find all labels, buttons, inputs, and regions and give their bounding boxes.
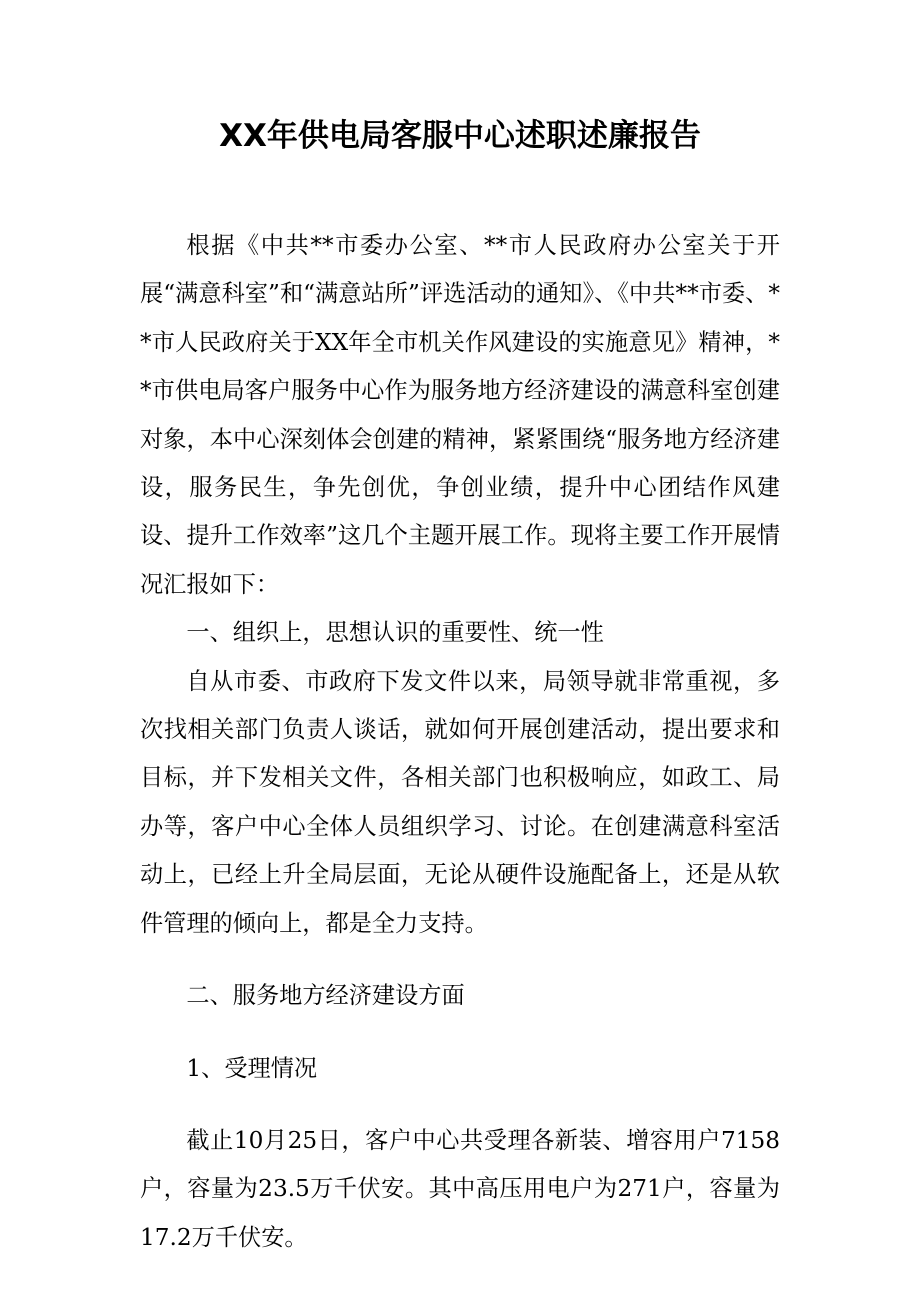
document-title: XX年供电局客服中心述职述廉报告 <box>219 118 701 154</box>
section-heading-economic-service: 二、服务地方经济建设方面 <box>186 982 465 1010</box>
section-spacer <box>140 948 780 972</box>
organization-paragraph: 自从市委、市政府下发文件以来，局领导就非常重视，多次找相关部门负责人谈话，就如何开展创建活动，提出要求和目标，并下发相关文件，各相关部门也积极响应，如政工、局办等，客户中心全体人员组织学习、讨论。在创建满意科室活动上，已经上升全局层面，无论从硬件设施配备上，还是从软件管理的倾向上，都是全力支持。 <box>140 667 780 937</box>
section-spacer <box>140 1093 780 1117</box>
document-body <box>140 222 780 1262</box>
section-spacer <box>140 1021 780 1045</box>
intro-paragraph: 根据《中共**市委办公室、**市人民政府办公室关于开展“满意科室”和“满意站所”评选活动的通知》、《中共**市委、**市人民政府关于XX年全市机关作风建设的实施意见》精神，**市供电局客户服务中心作为服务地方经济建设的满意科室创建对象，本中心深刻体会创建的精神，紧紧围绕“服务地方经济建设，服务民生，争先创优，争创业绩，提升中心团结作风建设、提升工作效率”这几个主题开展工作。现将主要工作开展情况汇报如下： <box>140 232 780 598</box>
section-heading-organization: 一、组织上，思想认识的重要性、统一性 <box>186 619 604 647</box>
acceptance-paragraph: 截止10月25日，客户中心共受理各新装、增容用户7158户，容量为23.5万千伏安。其中高压用电户为271户，容量为17.2万千伏安。 <box>140 1126 780 1251</box>
subsection-heading-acceptance: 1、受理情况 <box>186 1054 318 1082</box>
